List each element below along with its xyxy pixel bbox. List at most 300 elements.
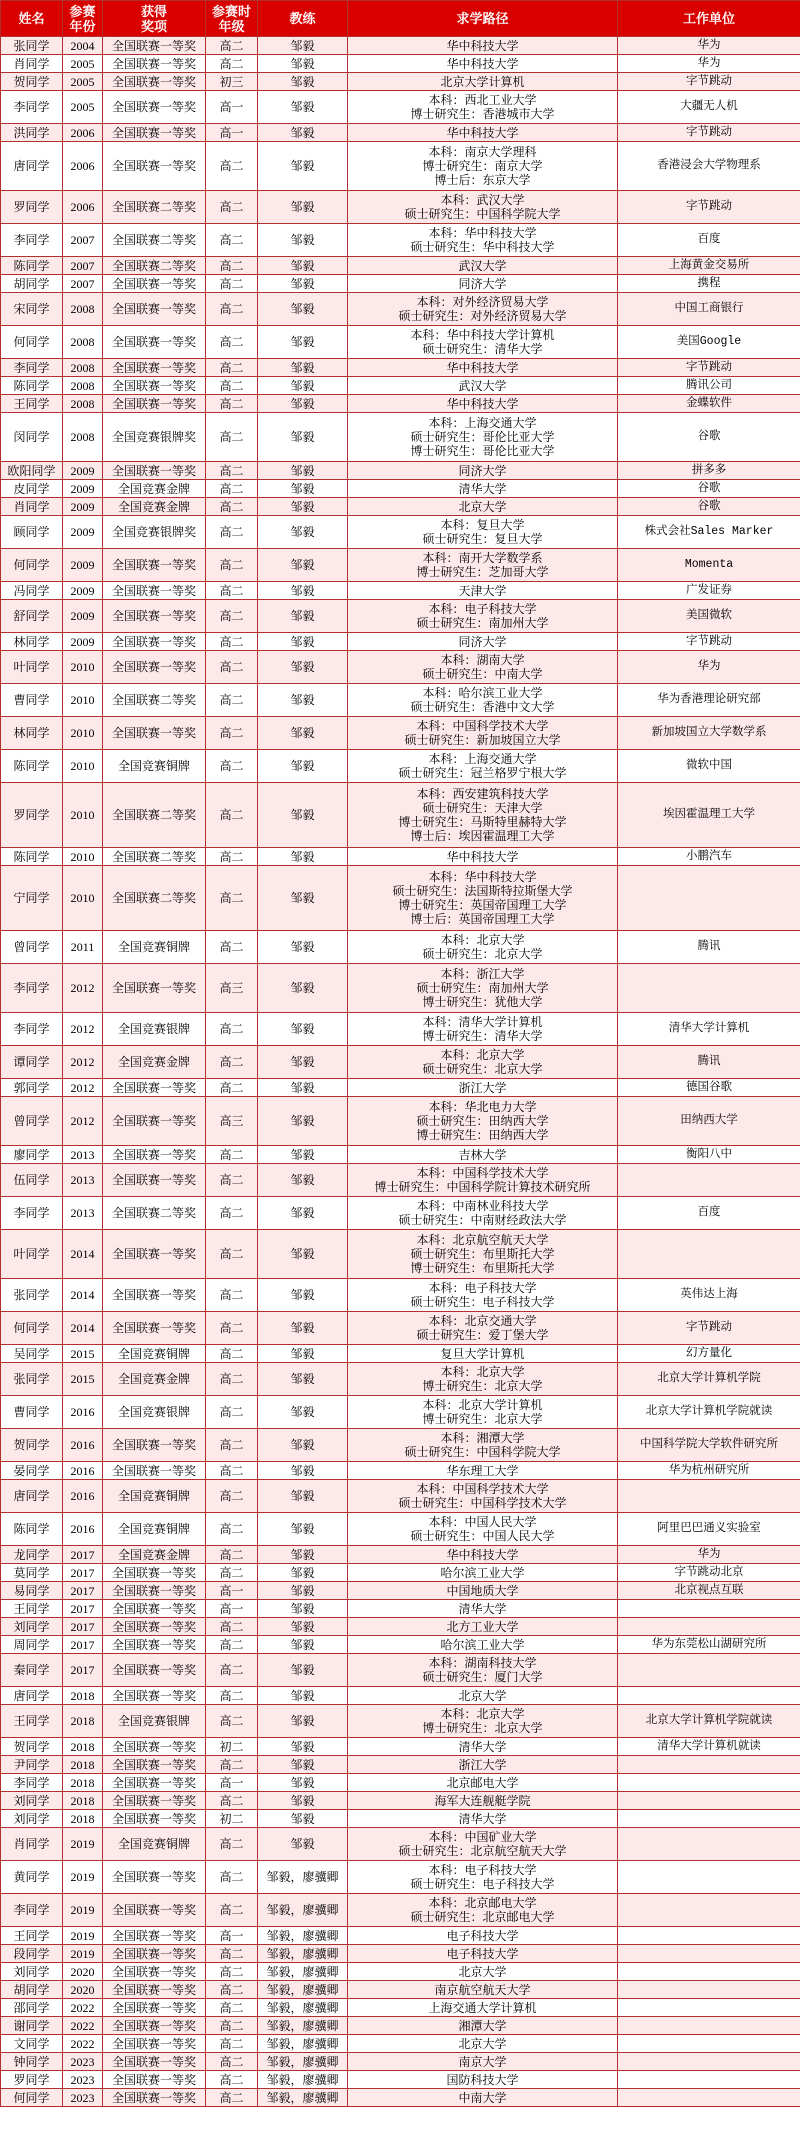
header-grade: 参赛时 年级 — [206, 1, 258, 37]
coach-cell: 邹毅 — [258, 866, 348, 931]
coach-cell: 邹毅 — [258, 142, 348, 191]
grade-cell: 高二 — [206, 1363, 258, 1396]
path-line: 本科：北京邮电大学 — [428, 1896, 537, 1910]
path-line: 硕士研究生：中南大学 — [422, 667, 543, 681]
path-line: 本科：北京大学 — [440, 1048, 525, 1062]
name-cell: 谢同学 — [1, 2017, 63, 2035]
award-cell: 全国联赛一等奖 — [103, 359, 206, 377]
year-cell: 2008 — [63, 293, 103, 326]
award-cell: 全国联赛一等奖 — [103, 633, 206, 651]
work-cell: 腾讯 — [618, 1046, 800, 1079]
grade-cell: 高三 — [206, 1097, 258, 1146]
path-cell — [348, 1480, 618, 1513]
award-cell: 全国联赛二等奖 — [103, 1197, 206, 1230]
path-cell — [348, 1828, 618, 1861]
path-cell — [348, 142, 618, 191]
award-cell: 全国联赛一等奖 — [103, 275, 206, 293]
path-line: 本科：湖南科技大学 — [428, 1656, 537, 1670]
award-cell: 全国联赛一等奖 — [103, 549, 206, 582]
table-row — [1, 124, 800, 142]
work-cell: 小鹏汽车 — [618, 848, 800, 866]
grade-cell: 高二 — [206, 1792, 258, 1810]
grade-cell: 高二 — [206, 1756, 258, 1774]
name-cell: 罗同学 — [1, 2071, 63, 2089]
coach-cell: 邹毅 — [258, 55, 348, 73]
name-cell: 皮同学 — [1, 480, 63, 498]
coach-cell: 邹毅，廖骥卿 — [258, 2017, 348, 2035]
name-cell: 文同学 — [1, 2035, 63, 2053]
coach-cell: 邹毅 — [258, 1687, 348, 1705]
path-line: 北京邮电大学 — [446, 1775, 519, 1790]
path-cell — [348, 1738, 618, 1756]
coach-cell: 邹毅 — [258, 582, 348, 600]
table-row — [1, 1197, 800, 1230]
path-line: 本科：华北电力大学 — [428, 1100, 537, 1114]
table-row — [1, 480, 800, 498]
table-row — [1, 684, 800, 717]
table-row — [1, 931, 800, 964]
year-cell: 2017 — [63, 1600, 103, 1618]
year-cell: 2008 — [63, 413, 103, 462]
path-line: 博士研究生：南京大学 — [422, 159, 543, 173]
grade-cell: 高二 — [206, 498, 258, 516]
year-cell: 2023 — [63, 2053, 103, 2071]
header-work: 工作单位 — [618, 1, 800, 37]
work-cell — [618, 1756, 800, 1774]
coach-cell: 邹毅 — [258, 783, 348, 848]
path-cell — [348, 750, 618, 783]
award-cell: 全国竞赛铜牌 — [103, 1480, 206, 1513]
award-cell: 全国联赛一等奖 — [103, 1636, 206, 1654]
path-cell — [348, 1097, 618, 1146]
path-line: 哈尔滨工业大学 — [440, 1565, 525, 1580]
table-row — [1, 516, 800, 549]
header-row — [1, 1, 800, 37]
year-cell: 2019 — [63, 1945, 103, 1963]
name-cell: 张同学 — [1, 37, 63, 55]
path-line: 本科：浙江大学 — [440, 967, 525, 981]
year-cell: 2005 — [63, 91, 103, 124]
grade-cell: 高二 — [206, 651, 258, 684]
work-cell: 埃因霍温理工大学 — [618, 783, 800, 848]
grade-cell: 高二 — [206, 395, 258, 413]
path-line: 本科：中国科学技术大学 — [416, 1166, 549, 1180]
coach-cell: 邹毅 — [258, 377, 348, 395]
coach-cell: 邹毅 — [258, 73, 348, 91]
grade-cell: 高二 — [206, 55, 258, 73]
table-row — [1, 1618, 800, 1636]
coach-cell: 邹毅 — [258, 1345, 348, 1363]
path-line: 南京大学 — [458, 2054, 507, 2069]
grade-cell: 高二 — [206, 1046, 258, 1079]
name-cell: 周同学 — [1, 1636, 63, 1654]
table-row — [1, 1513, 800, 1546]
table-row — [1, 1097, 800, 1146]
year-cell: 2012 — [63, 1013, 103, 1046]
year-cell: 2019 — [63, 1927, 103, 1945]
work-cell — [618, 2071, 800, 2089]
year-cell: 2008 — [63, 377, 103, 395]
year-cell: 2012 — [63, 1097, 103, 1146]
path-cell — [348, 1197, 618, 1230]
path-line: 本科：华中科技大学 — [428, 870, 537, 884]
work-cell — [618, 1999, 800, 2017]
name-cell: 张同学 — [1, 1279, 63, 1312]
award-cell: 全国联赛一等奖 — [103, 1582, 206, 1600]
grade-cell: 高二 — [206, 2017, 258, 2035]
coach-cell: 邹毅 — [258, 1312, 348, 1345]
table-row — [1, 1046, 800, 1079]
path-line: 清华大学 — [458, 1601, 507, 1616]
coach-cell: 邹毅 — [258, 275, 348, 293]
table-row — [1, 1429, 800, 1462]
grade-cell: 高二 — [206, 257, 258, 275]
year-cell: 2017 — [63, 1582, 103, 1600]
name-cell: 贺同学 — [1, 73, 63, 91]
award-cell: 全国联赛一等奖 — [103, 2089, 206, 2107]
work-cell: 华为 — [618, 651, 800, 684]
grade-cell: 初二 — [206, 1738, 258, 1756]
coach-cell: 邹毅 — [258, 1564, 348, 1582]
grade-cell: 高二 — [206, 413, 258, 462]
work-cell: 幻方量化 — [618, 1345, 800, 1363]
path-line: 本科：清华大学计算机 — [422, 1015, 543, 1029]
path-line: 博士研究生：布里斯托大学 — [410, 1261, 555, 1275]
path-line: 武汉大学 — [458, 258, 507, 273]
work-cell — [618, 2089, 800, 2107]
award-cell: 全国竞赛银牌 — [103, 1705, 206, 1738]
coach-cell: 邹毅 — [258, 717, 348, 750]
path-cell — [348, 1164, 618, 1197]
path-cell — [348, 1861, 618, 1894]
work-cell: 字节跳动 — [618, 191, 800, 224]
path-line: 硕士研究生：清华大学 — [422, 342, 543, 356]
path-cell — [348, 480, 618, 498]
grade-cell: 高二 — [206, 1462, 258, 1480]
coach-cell: 邹毅 — [258, 1396, 348, 1429]
name-cell: 罗同学 — [1, 191, 63, 224]
path-line: 华中科技大学 — [446, 360, 519, 375]
work-cell — [618, 1810, 800, 1828]
work-cell: 北京大学计算机学院 — [618, 1363, 800, 1396]
path-line: 硕士研究生：复旦大学 — [422, 532, 543, 546]
coach-cell: 邹毅 — [258, 651, 348, 684]
award-cell: 全国竞赛银牌 — [103, 1013, 206, 1046]
coach-cell: 邹毅 — [258, 1197, 348, 1230]
path-line: 哈尔滨工业大学 — [440, 1637, 525, 1652]
year-cell: 2010 — [63, 684, 103, 717]
table-row — [1, 55, 800, 73]
path-line: 博士研究生：北京大学 — [422, 1721, 543, 1735]
path-line: 北京大学计算机 — [440, 74, 525, 89]
year-cell: 2007 — [63, 275, 103, 293]
name-cell: 闵同学 — [1, 413, 63, 462]
path-cell — [348, 2017, 618, 2035]
award-cell: 全国联赛一等奖 — [103, 1654, 206, 1687]
work-cell: 华为 — [618, 1546, 800, 1564]
path-cell — [348, 91, 618, 124]
year-cell: 2010 — [63, 717, 103, 750]
work-cell: 携程 — [618, 275, 800, 293]
table-row — [1, 498, 800, 516]
grade-cell: 高二 — [206, 1828, 258, 1861]
work-cell: 田纳西大学 — [618, 1097, 800, 1146]
coach-cell: 邹毅 — [258, 395, 348, 413]
name-cell: 李同学 — [1, 1197, 63, 1230]
table-row — [1, 651, 800, 684]
table-row — [1, 1600, 800, 1618]
table-row — [1, 1396, 800, 1429]
name-cell: 宋同学 — [1, 293, 63, 326]
award-cell: 全国联赛一等奖 — [103, 717, 206, 750]
name-cell: 罗同学 — [1, 783, 63, 848]
award-cell: 全国联赛二等奖 — [103, 224, 206, 257]
award-cell: 全国竞赛铜牌 — [103, 750, 206, 783]
table-row — [1, 1013, 800, 1046]
path-line: 硕士研究生：电子科技大学 — [410, 1295, 555, 1309]
award-cell: 全国联赛一等奖 — [103, 293, 206, 326]
name-cell: 曹同学 — [1, 1396, 63, 1429]
work-cell: 字节跳动 — [618, 633, 800, 651]
work-cell: 谷歌 — [618, 413, 800, 462]
name-cell: 易同学 — [1, 1582, 63, 1600]
path-line: 电子科技大学 — [446, 1946, 519, 1961]
grade-cell: 高二 — [206, 1945, 258, 1963]
path-cell — [348, 124, 618, 142]
award-cell: 全国联赛一等奖 — [103, 1861, 206, 1894]
grade-cell: 高一 — [206, 1600, 258, 1618]
grade-cell: 高一 — [206, 1927, 258, 1945]
year-cell: 2013 — [63, 1197, 103, 1230]
path-line: 硕士研究生：南加州大学 — [416, 616, 549, 630]
table-row — [1, 1146, 800, 1164]
grade-cell: 高二 — [206, 1480, 258, 1513]
name-cell: 刘同学 — [1, 1810, 63, 1828]
year-cell: 2016 — [63, 1429, 103, 1462]
year-cell: 2019 — [63, 1828, 103, 1861]
path-line: 本科：对外经济贸易大学 — [416, 295, 549, 309]
name-cell: 刘同学 — [1, 1963, 63, 1981]
year-cell: 2018 — [63, 1774, 103, 1792]
year-cell: 2008 — [63, 395, 103, 413]
path-line: 本科：北京交通大学 — [428, 1314, 537, 1328]
work-cell: Momenta — [618, 549, 800, 582]
grade-cell: 高二 — [206, 191, 258, 224]
grade-cell: 高二 — [206, 717, 258, 750]
year-cell: 2019 — [63, 1861, 103, 1894]
path-line: 华中科技大学 — [446, 56, 519, 71]
work-cell: 北京大学计算机学院就读 — [618, 1396, 800, 1429]
path-cell — [348, 1564, 618, 1582]
coach-cell: 邹毅，廖骥卿 — [258, 2071, 348, 2089]
path-cell — [348, 191, 618, 224]
table-row — [1, 1363, 800, 1396]
table-row — [1, 191, 800, 224]
table-row — [1, 633, 800, 651]
year-cell: 2012 — [63, 1046, 103, 1079]
table-row — [1, 326, 800, 359]
coach-cell: 邹毅 — [258, 293, 348, 326]
table-row — [1, 1564, 800, 1582]
name-cell: 林同学 — [1, 633, 63, 651]
header-path: 求学路径 — [348, 1, 618, 37]
work-cell: 中国科学院大学软件研究所 — [618, 1429, 800, 1462]
name-cell: 顾同学 — [1, 516, 63, 549]
table-row — [1, 600, 800, 633]
grade-cell: 高二 — [206, 684, 258, 717]
table-row — [1, 2071, 800, 2089]
coach-cell: 邹毅，廖骥卿 — [258, 1963, 348, 1981]
table-row — [1, 1636, 800, 1654]
award-cell: 全国竞赛铜牌 — [103, 931, 206, 964]
year-cell: 2017 — [63, 1546, 103, 1564]
path-cell — [348, 964, 618, 1013]
grade-cell: 高二 — [206, 1861, 258, 1894]
table-row — [1, 717, 800, 750]
table-row — [1, 359, 800, 377]
name-cell: 邵同学 — [1, 1999, 63, 2017]
award-cell: 全国联赛一等奖 — [103, 1687, 206, 1705]
table-row — [1, 462, 800, 480]
name-cell: 伍同学 — [1, 1164, 63, 1197]
year-cell: 2014 — [63, 1279, 103, 1312]
name-cell: 李同学 — [1, 359, 63, 377]
coach-cell: 邹毅 — [258, 1097, 348, 1146]
year-cell: 2009 — [63, 633, 103, 651]
coach-cell: 邹毅 — [258, 1046, 348, 1079]
name-cell: 廖同学 — [1, 1146, 63, 1164]
grade-cell: 高二 — [206, 37, 258, 55]
award-cell: 全国联赛二等奖 — [103, 257, 206, 275]
work-cell — [618, 1230, 800, 1279]
path-cell — [348, 1981, 618, 1999]
coach-cell: 邹毅 — [258, 1636, 348, 1654]
path-line: 华中科技大学 — [446, 1547, 519, 1562]
work-cell: 字节跳动 — [618, 124, 800, 142]
work-cell: 华为香港理论研究部 — [618, 684, 800, 717]
path-cell — [348, 717, 618, 750]
award-cell: 全国联赛一等奖 — [103, 1894, 206, 1927]
work-cell: 新加坡国立大学数学系 — [618, 717, 800, 750]
grade-cell: 高一 — [206, 1582, 258, 1600]
award-cell: 全国联赛一等奖 — [103, 1312, 206, 1345]
path-line: 本科：上海交通大学 — [428, 752, 537, 766]
path-line: 博士研究生：犹他大学 — [422, 995, 543, 1009]
table-row — [1, 1312, 800, 1345]
path-cell — [348, 1146, 618, 1164]
work-cell: 字节跳动北京 — [618, 1564, 800, 1582]
name-cell: 叶同学 — [1, 651, 63, 684]
grade-cell: 高二 — [206, 142, 258, 191]
path-cell — [348, 1230, 618, 1279]
table-row — [1, 1654, 800, 1687]
path-line: 硕士研究生：哥伦比亚大学 — [410, 430, 555, 444]
work-cell: 阿里巴巴通义实验室 — [618, 1513, 800, 1546]
path-line: 同济大学 — [458, 463, 507, 478]
work-cell — [618, 1927, 800, 1945]
coach-cell: 邹毅 — [258, 1546, 348, 1564]
path-cell — [348, 582, 618, 600]
path-cell — [348, 848, 618, 866]
grade-cell: 高二 — [206, 600, 258, 633]
coach-cell: 邹毅 — [258, 1480, 348, 1513]
path-cell — [348, 359, 618, 377]
path-line: 博士研究生：哥伦比亚大学 — [410, 444, 555, 458]
name-cell: 曾同学 — [1, 1097, 63, 1146]
path-cell — [348, 37, 618, 55]
path-cell — [348, 1582, 618, 1600]
path-line: 本科：中国科学技术大学 — [416, 719, 549, 733]
table-row — [1, 1756, 800, 1774]
table-row — [1, 73, 800, 91]
work-cell — [618, 1828, 800, 1861]
path-line: 中南大学 — [458, 2090, 507, 2105]
table-row — [1, 1582, 800, 1600]
path-line: 硕士研究生：新加坡国立大学 — [404, 733, 561, 747]
grade-cell: 高二 — [206, 1396, 258, 1429]
path-line: 博士研究生：马斯特里赫特大学 — [398, 815, 567, 829]
year-cell: 2006 — [63, 142, 103, 191]
name-cell: 李同学 — [1, 964, 63, 1013]
name-cell: 胡同学 — [1, 1981, 63, 1999]
path-cell — [348, 275, 618, 293]
work-cell — [618, 2053, 800, 2071]
coach-cell: 邹毅 — [258, 224, 348, 257]
grade-cell: 高三 — [206, 964, 258, 1013]
grade-cell: 高二 — [206, 1546, 258, 1564]
award-cell: 全国联赛一等奖 — [103, 1774, 206, 1792]
award-cell: 全国联赛一等奖 — [103, 73, 206, 91]
path-line: 本科：武汉大学 — [440, 193, 525, 207]
path-cell — [348, 1345, 618, 1363]
year-cell: 2012 — [63, 1079, 103, 1097]
table-body — [1, 37, 800, 2107]
path-line: 北京大学 — [458, 1688, 507, 1703]
table-row — [1, 395, 800, 413]
coach-cell: 邹毅 — [258, 684, 348, 717]
path-line: 硕士研究生：对外经济贸易大学 — [398, 309, 567, 323]
coach-cell: 邹毅 — [258, 1654, 348, 1687]
year-cell: 2016 — [63, 1480, 103, 1513]
coach-cell: 邹毅 — [258, 37, 348, 55]
award-cell: 全国联赛一等奖 — [103, 964, 206, 1013]
award-cell: 全国联赛一等奖 — [103, 142, 206, 191]
work-cell: 字节跳动 — [618, 1312, 800, 1345]
grade-cell: 高二 — [206, 1013, 258, 1046]
coach-cell: 邹毅 — [258, 1582, 348, 1600]
name-cell: 肖同学 — [1, 55, 63, 73]
table-row — [1, 1546, 800, 1564]
name-cell: 何同学 — [1, 326, 63, 359]
table-row — [1, 1687, 800, 1705]
coach-cell: 邹毅 — [258, 257, 348, 275]
header-year: 参赛 年份 — [63, 1, 103, 37]
work-cell: 华为杭州研究所 — [618, 1462, 800, 1480]
award-cell: 全国联赛一等奖 — [103, 2035, 206, 2053]
path-line: 湘潭大学 — [458, 2018, 507, 2033]
path-line: 清华大学 — [458, 1739, 507, 1754]
path-cell — [348, 1756, 618, 1774]
work-cell — [618, 1164, 800, 1197]
work-cell: 美国Google — [618, 326, 800, 359]
coach-cell: 邹毅，廖骥卿 — [258, 1999, 348, 2017]
coach-cell: 邹毅 — [258, 1079, 348, 1097]
grade-cell: 高二 — [206, 931, 258, 964]
name-cell: 唐同学 — [1, 142, 63, 191]
table-row — [1, 1999, 800, 2017]
table-row — [1, 783, 800, 848]
name-cell: 宁同学 — [1, 866, 63, 931]
